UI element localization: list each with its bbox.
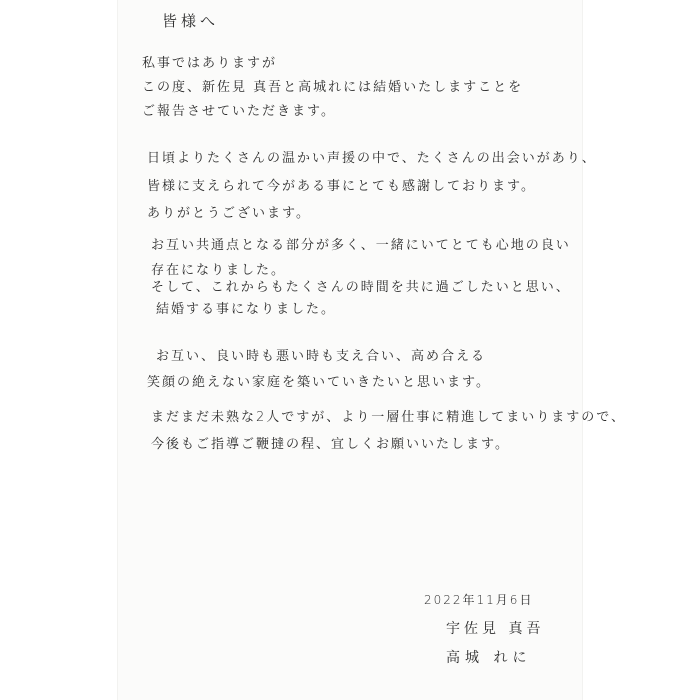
letter-date: 2022年11月6日: [424, 593, 534, 607]
signature-2: 高城 れに: [446, 650, 532, 666]
letter-line-8: 存在になりました。: [151, 263, 287, 278]
letter-line-5: 皆様に支えられて今がある事にとても感謝しております。: [147, 179, 536, 194]
letter-line-11: お互い、良い時も悪い時も支え合い、高め合える: [156, 349, 487, 364]
letter-line-9: そして、これからもたくさんの時間を共に過ごしたいと思い、: [151, 280, 571, 295]
letter-line-14: 今後もご指導ご鞭撻の程、宜しくお願いいたします。: [151, 437, 510, 452]
letter-line-7: お互い共通点となる部分が多く、一緒にいてとても心地の良い: [151, 238, 571, 253]
letter-line-3: ご報告させていただきます。: [142, 104, 336, 119]
letter-line-10: 結婚する事になりました。: [156, 302, 337, 317]
letter-line-2: この度、新佐見 真吾と高城れには結婚いたしますことを: [142, 80, 524, 95]
signature-1: 宇佐見 真吾: [446, 621, 545, 637]
letter-greeting: 皆様へ: [162, 12, 220, 30]
letter-line-12: 笑顔の絶えない家庭を築いていきたいと思います。: [147, 375, 491, 390]
letter-line-1: 私事ではありますが: [142, 56, 278, 71]
letter-line-4: 日頃よりたくさんの温かい声援の中で、たくさんの出会いがあり、: [147, 151, 597, 166]
letter-line-6: ありがとうございます。: [147, 206, 311, 221]
letter-line-13: まだまだ未熟な2人ですが、より一層仕事に精進してまいりますので、: [151, 410, 627, 425]
